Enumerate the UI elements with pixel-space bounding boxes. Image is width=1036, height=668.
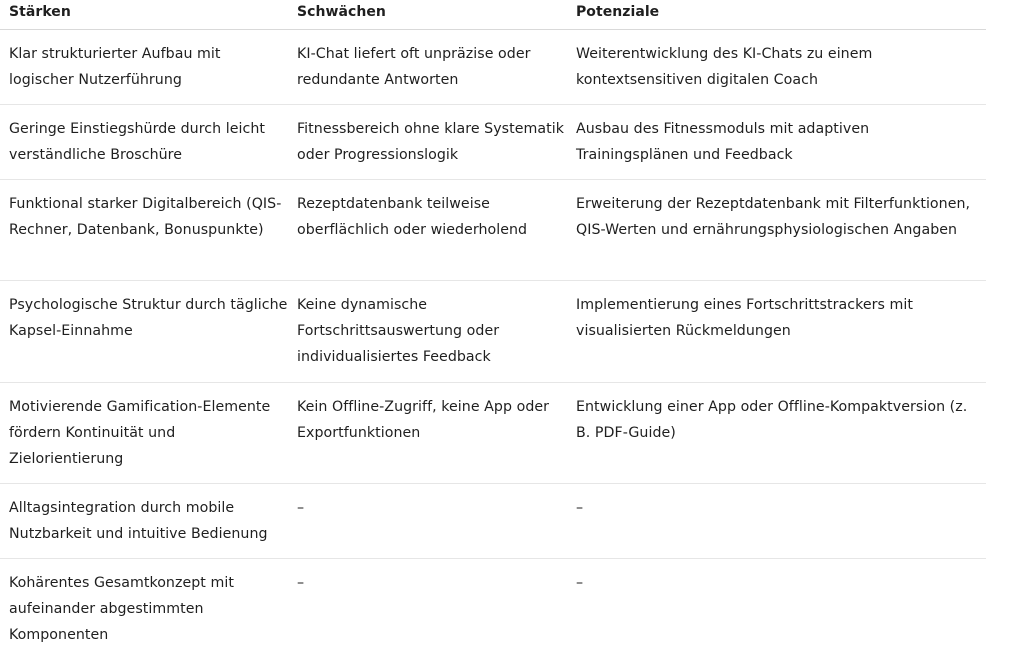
cell-schwaeche: Rezeptdatenbank teilweise oberflächlich oder wiederholend: [297, 196, 528, 238]
cell-potenzial: Implementierung eines Fortschrittstrackers mit visualisierten Rückmeldungen: [576, 297, 913, 339]
cell-schwaeche: Keine dynamische Fortschrittsauswertung oder individualisiertes Feedback: [297, 297, 500, 365]
cell-staerke: Kohärentes Gesamtkonzept mit aufeinander abgestimmten Komponenten: [9, 575, 234, 643]
cell-staerke: Motivierende Gamification-Elemente fördern Kontinuität und Zielorientierung: [9, 399, 271, 467]
header-potenziale: Potenziale: [576, 4, 660, 20]
cell-potenzial: –: [576, 500, 584, 516]
table-row: [0, 281, 986, 383]
cell-schwaeche: –: [297, 500, 305, 516]
cell-potenzial: –: [576, 575, 584, 591]
cell-schwaeche: Kein Offline-Zugriff, keine App oder Exportfunktionen: [297, 399, 550, 441]
table-row: [0, 30, 986, 105]
table-header-row: [0, 0, 986, 30]
cell-staerke: Psychologische Struktur durch tägliche Kapsel-Einnahme: [9, 297, 288, 339]
table-row: [0, 180, 986, 281]
cell-potenzial: Entwicklung einer App oder Offline-Kompaktversion (z. B. PDF-Guide): [576, 399, 968, 441]
table-row: [0, 559, 986, 668]
table-row: [0, 484, 986, 559]
table-row: [0, 383, 986, 484]
cell-staerke: Geringe Einstiegshürde durch leicht verständliche Broschüre: [9, 121, 266, 163]
cell-schwaeche: –: [297, 575, 305, 591]
cell-potenzial: Erweiterung der Rezeptdatenbank mit Filterfunktionen, QIS-Werten und ernährungsphysiologischen Angaben: [576, 196, 971, 238]
cell-staerke: Alltagsintegration durch mobile Nutzbarkeit und intuitive Bedienung: [9, 500, 268, 542]
cell-staerke: Funktional starker Digitalbereich (QIS-Rechner, Datenbank, Bonuspunkte): [9, 196, 282, 238]
cell-schwaeche: KI-Chat liefert oft unpräzise oder redundante Antworten: [297, 46, 531, 88]
cell-schwaeche: Fitnessbereich ohne klare Systematik oder Progressionslogik: [297, 121, 564, 163]
header-schwaechen: Schwächen: [297, 4, 386, 20]
cell-potenzial: Ausbau des Fitnessmoduls mit adaptiven Trainingsplänen und Feedback: [576, 121, 870, 163]
table-row: [0, 105, 986, 180]
cell-potenzial: Weiterentwicklung des KI-Chats zu einem kontextsensitiven digitalen Coach: [576, 46, 873, 88]
cell-staerke: Klar strukturierter Aufbau mit logischer Nutzerführung: [9, 46, 221, 88]
header-staerken: Stärken: [9, 4, 71, 20]
